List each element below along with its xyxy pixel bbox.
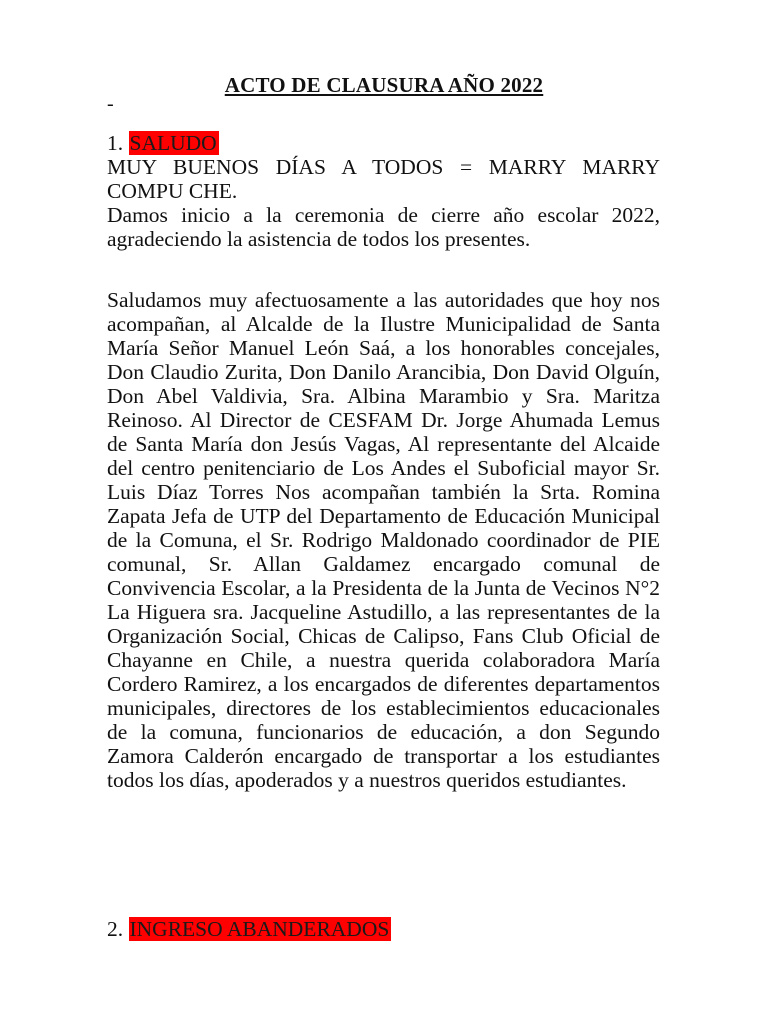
greetings-list-paragraph: Saludamos muy afectuosamente a las autoridades que hoy nos acompañan, al Alcalde de la Ilustre Municipalidad de Santa María Señor Manuel León Saá, a los honorables concejales, Don Claudio Zurita, Don Danilo Arancibia, Don David Olguín, Don Abel Valdivia, Sra. Albina Marambio y Sra. Maritza Reinoso. Al Director de CESFAM Dr. Jorge Ahumada Lemus de Santa María don Jesús Vagas, Al representante del Alcaide del centro penitenciario de Los Andes el Suboficial mayor Sr. Luis Díaz Torres Nos acompañan también la Srta. Romina Zapata Jefa de UTP del Departamento de Educación Municipal de la Comuna, el Sr. Rodrigo Maldonado coordinador de PIE comunal, Sr. Allan Galdamez encargado comunal de Convivencia Escolar, a la Presidenta de la Junta de Vecinos N°2 La Higuera sra. Jacqueline Astudillo, a las representantes de la Organización Social, Chicas de Calipso, Fans Club Oficial de Chayanne en Chile, a nuestra querida colaboradora María Cordero Ramirez, a los encargados de diferentes departamentos municipales, directores de los establecimientos educacionales de la comuna, funcionarios de educación, a don Segundo Zamora Calderón encargado de transportar a los estudiantes todos los días, apoderados y a nuestros queridos estudiantes.	[107, 288, 660, 792]
highlighted-section-label: INGRESO ABANDERADOS	[129, 917, 390, 941]
dash-mark: -	[107, 93, 114, 115]
highlighted-section-label: SALUDO	[129, 131, 217, 155]
section-number: 2.	[107, 917, 124, 941]
section-number: 1.	[107, 131, 124, 155]
section-heading-saludo	[107, 131, 660, 155]
document-title: ACTO DE CLAUSURA AÑO 2022	[224, 73, 544, 97]
intro-paragraph: Damos inicio a la ceremonia de cierre año escolar 2022, agradeciendo la asistencia de todos los presentes.	[107, 203, 660, 251]
section-heading-ingreso-abanderados	[107, 917, 660, 941]
greeting-paragraph: MUY BUENOS DÍAS A TODOS = MARRY MARRY COMPU CHE.	[107, 155, 660, 203]
